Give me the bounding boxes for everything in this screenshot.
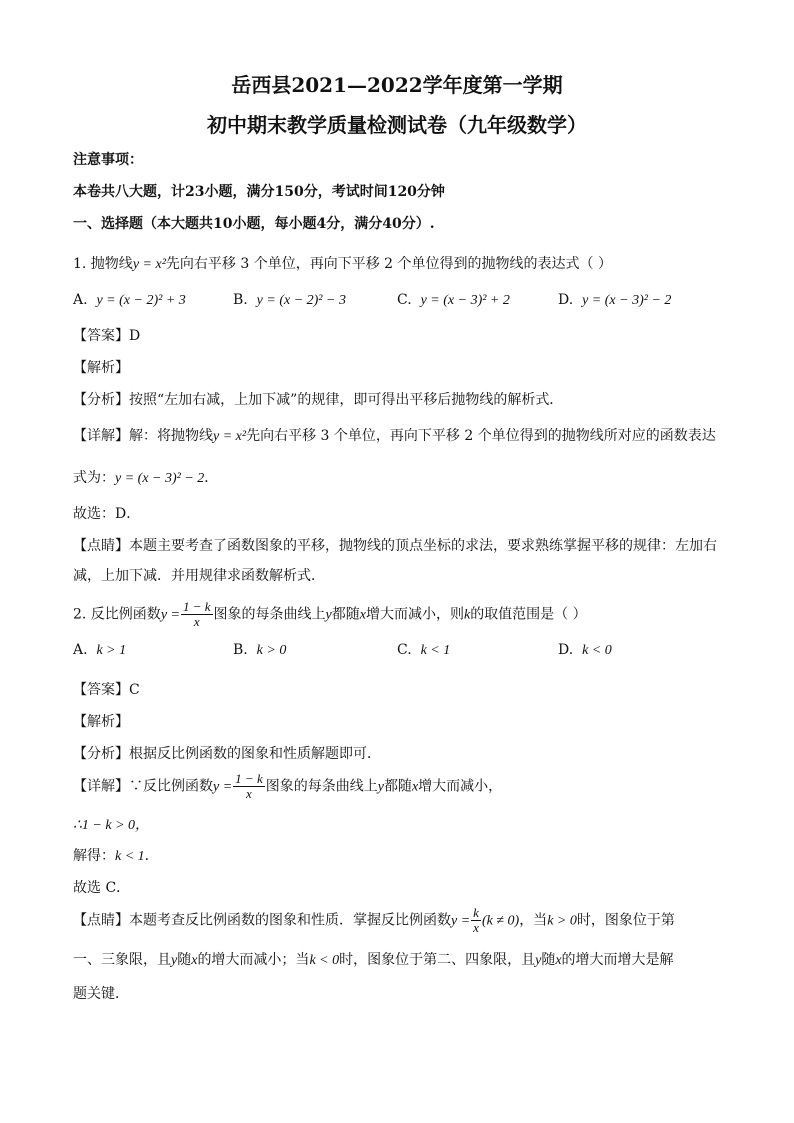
q2-comment-line3: 题关键． xyxy=(73,986,129,1002)
q2-analysis: 【分析】根据反比例函数的图象和性质解题即可． xyxy=(73,746,381,762)
q1-comment-line1: 【点睛】本题主要考查了函数图象的平移，抛物线的顶点坐标的求法，要求熟练掌握平移的规律：左加右 xyxy=(73,538,717,554)
q1-analysis: 【分析】按照“左加右减，上加下减”的规律，即可得出平移后抛物线的解析式． xyxy=(73,392,564,408)
q2-answer: 【答案】C xyxy=(73,682,140,698)
q1-stem-math: y = x² xyxy=(132,257,166,272)
q2-detail-line1: 【详解】∵反比例函数y = $\frac{1 - k}{x}$ 图象的每条曲线上y都随x增大而减小， xyxy=(73,771,503,801)
section-title: 一、选择题（本大题共10小题，每小题4分，满分40分）. xyxy=(73,216,435,232)
q2-option-a: A. k > 1 xyxy=(73,642,127,658)
q1-detail-line1: 【详解】解：将抛物线y = x²先向右平移 3 个单位，再向下平移 2 个单位得到的抛物线所对应的函数表达 xyxy=(73,428,716,444)
q2-option-d: D. k < 0 xyxy=(558,642,612,658)
q1-choice: 故选：D． xyxy=(73,506,141,522)
q2-option-b: B. k > 0 xyxy=(233,642,287,658)
q2-jiexi: 【解析】 xyxy=(73,714,129,730)
q1-option-d: D. y = (x − 3)² − 2 xyxy=(558,292,672,308)
notice-label: 注意事项： xyxy=(73,152,143,168)
q1-stem: 1. 抛物线y = x²先向右平移 3 个单位，再向下平移 2 个单位得到的抛物线的表达式（ ） xyxy=(73,256,612,272)
q2-choice: 故选 C． xyxy=(73,880,131,896)
page-title-line1: 岳西县2021—2022学年度第一学期 xyxy=(231,73,563,97)
q1-comment-line2: 减，上加下减．并用规律求函数解析式． xyxy=(73,568,325,584)
q1-option-a: A. y = (x − 2)² + 3 xyxy=(73,292,186,308)
q2-step2: 解得：k < 1． xyxy=(73,848,159,864)
q1-jiexi: 【解析】 xyxy=(73,360,129,376)
q2-comment-line2: 一、三象限，且y随x的增大而减小；当k < 0时，图象位于第二、四象限，且y随x的增大而增大是解 xyxy=(73,952,674,968)
q2-stem: 2. 反比例函数y = $\frac{1 - k}{x}$ 图象的每条曲线上y都随x增大而减小，则k的取值范围是（ ） xyxy=(73,599,587,629)
q1-option-c: C. y = (x − 3)² + 2 xyxy=(397,292,510,308)
q1-detail-line2: 式为：y = (x − 3)² − 2． xyxy=(73,470,219,486)
q2-comment-line1: 【点睛】本题考查反比例函数的图象和性质．掌握反比例函数y = $\frac{k}{x}$ (k ≠ 0)，当k > 0时，图象位于第 xyxy=(73,905,675,935)
q2-step1: ∴1 − k > 0， xyxy=(73,818,150,833)
q1-option-b: B. y = (x − 2)² − 3 xyxy=(233,292,346,308)
q2-fraction: $\frac{1 - k}{x}$ xyxy=(182,599,211,629)
q2-option-c: C. k < 1 xyxy=(397,642,451,658)
page-title-line2: 初中期末教学质量检测试卷（九年级数学） xyxy=(207,113,587,137)
q1-answer: 【答案】D xyxy=(73,328,141,344)
notice-text: 本卷共八大题，计23小题，满分150分，考试时间120分钟 xyxy=(73,184,445,200)
